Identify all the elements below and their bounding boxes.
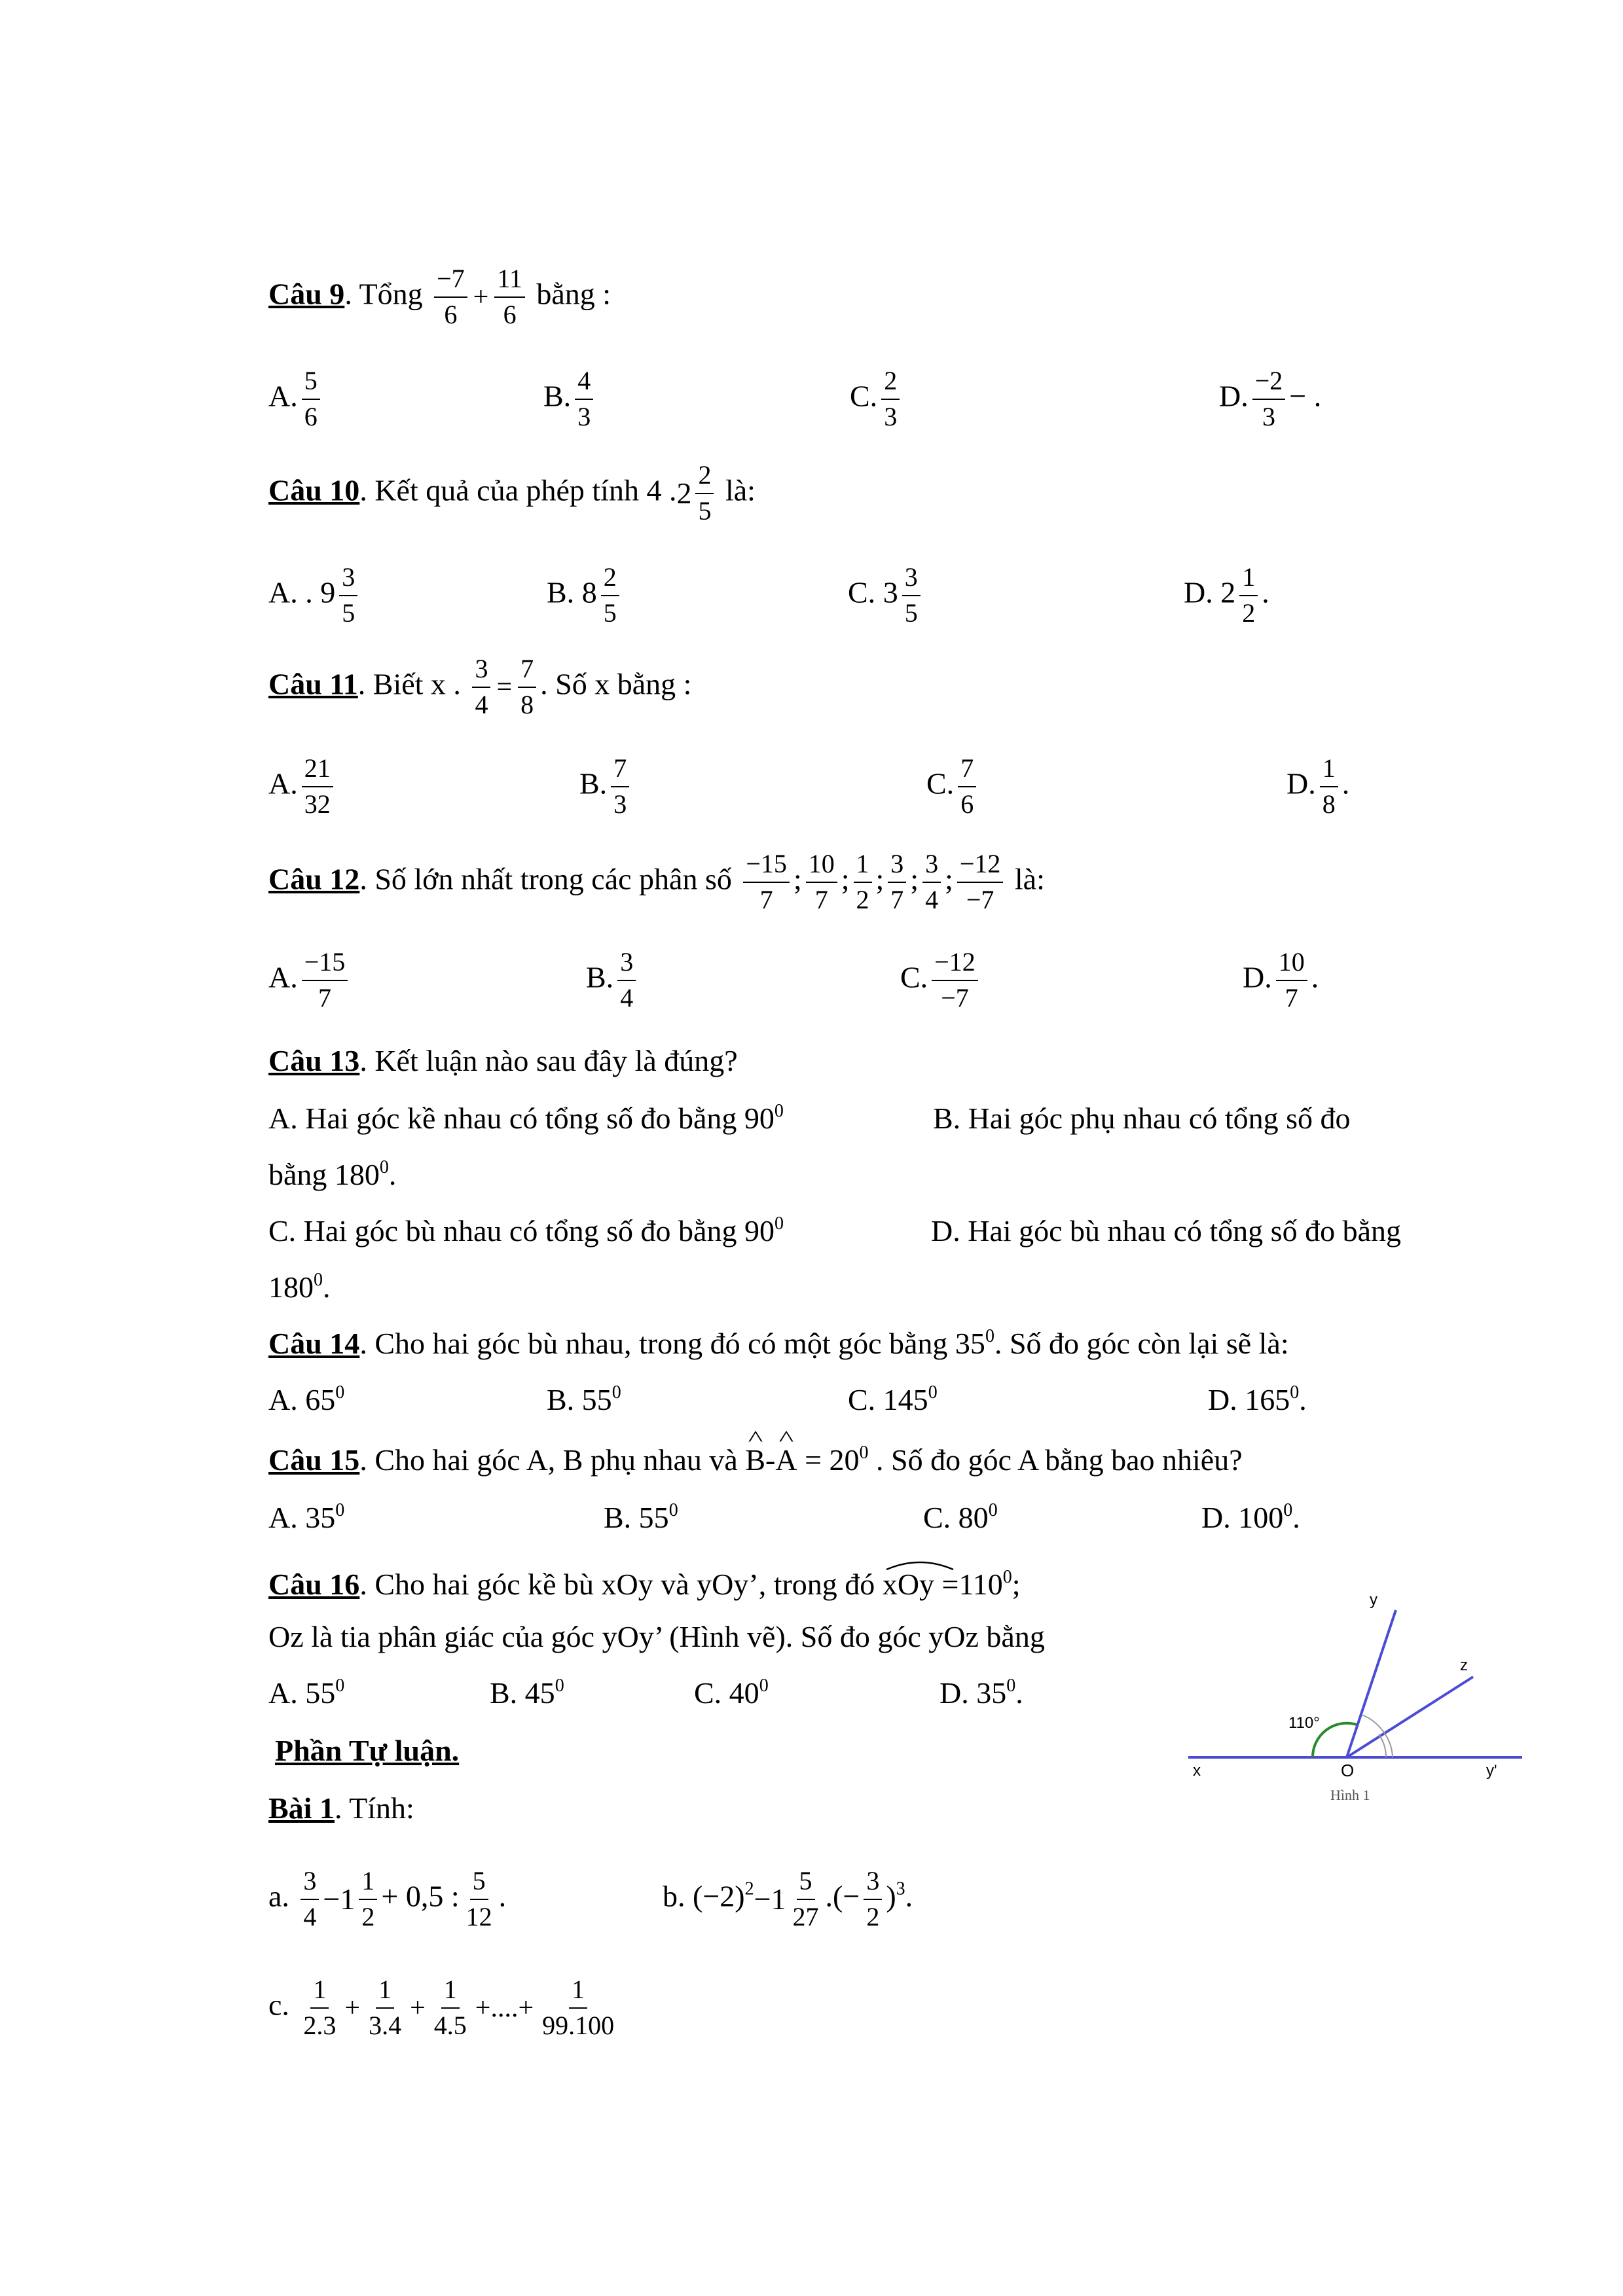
option-c: C. $\frac{7}{6}$ xyxy=(926,754,980,819)
question-9: Câu 9. Tổng $\frac{-7}{6}$ + $\frac{11}{6}$ bằng : xyxy=(268,264,611,329)
question-label: Câu 14 xyxy=(268,1327,360,1360)
arc-mark xyxy=(884,1559,956,1571)
option-a: A. $65^0$ xyxy=(268,1382,345,1416)
question-text: . Kết quả của phép tính xyxy=(359,473,639,507)
question-text: . Biết x . xyxy=(357,667,461,701)
option-a: A. $35^0$ xyxy=(268,1500,345,1534)
question-14: Câu 14. Cho hai góc bù nhau, trong đó có một góc bằng $35^0$. Số đo góc còn lại sẽ là: xyxy=(268,1326,1289,1360)
question-label: Câu 10 xyxy=(268,473,360,507)
option-c: C. Hai góc bù nhau có tổng số đo bằng $90^0$ xyxy=(268,1213,784,1247)
angle-xoy: xOy xyxy=(883,1566,934,1600)
option-c: C. $\frac{2}{3}$ xyxy=(850,367,903,432)
bai-1: Bài 1. Tính: xyxy=(268,1791,414,1825)
option-b: B. $\frac{7}{3}$ xyxy=(579,754,633,819)
exercise-a: a. $\frac{3}{4}$ −1 1 2 + 0,5 : $\frac{5}{12}$ . xyxy=(268,1866,507,1931)
option-c: C. $40^0$ xyxy=(694,1676,769,1710)
question-label: Câu 13 xyxy=(268,1044,360,1077)
option-d-cont: $180^0$. xyxy=(268,1270,331,1304)
option-d: D. $\frac{10}{7}$ . xyxy=(1243,947,1319,1013)
question-15: Câu 15. Cho hai góc A, B phụ nhau và ^ B-^ $A = 20^0$ . Số đo góc A bằng bao nhiêu? xyxy=(268,1445,1243,1475)
label-y-prime: y' xyxy=(1486,1762,1497,1780)
question-label: Câu 15 xyxy=(268,1443,360,1477)
question-text: . Cho hai góc A, B phụ nhau và xyxy=(359,1443,738,1477)
question-label: Câu 12 xyxy=(268,862,360,896)
option-d: D. $35^0$. xyxy=(939,1676,1023,1710)
option-b: B. $\frac{3}{4}$ xyxy=(586,948,640,1013)
question-16: Câu 16. Cho hai góc kề bù xOy và yOy’, trong đó xOy $=110^0$; xyxy=(268,1566,1021,1600)
question-11: Câu 11. Biết x . $\frac{3}{4}$ = $\frac{7}{8}$ . Số x bằng : xyxy=(268,654,692,719)
question-text: . Kết luận nào sau đây là đúng? xyxy=(359,1044,738,1077)
question-text: . Cho hai góc bù nhau, trong đó có một góc bằng 35 xyxy=(359,1327,985,1360)
arc-zy-2 xyxy=(1379,1734,1386,1757)
option-b-cont: bằng $180^0$. xyxy=(268,1157,397,1191)
option-d: D. $100^0$. xyxy=(1201,1500,1300,1534)
label-angle: 110° xyxy=(1288,1714,1320,1732)
option-c: C. $145^0$ xyxy=(848,1382,938,1416)
angle-figure xyxy=(1185,1590,1525,1813)
option-b: B. $55^0$ xyxy=(604,1500,678,1534)
option-a: A. $\frac{-15}{7}$ xyxy=(268,948,352,1013)
question-text: . Cho hai góc kề bù xOy và yOy’, trong đó xyxy=(359,1568,875,1601)
question-13 xyxy=(268,1046,738,1076)
exercise-c: c. $\frac{1}{2.3}$ + $\frac{1}{3.4}$ + $\frac{1}{4.5}$ +....+ $\frac{1}{99.100}$ xyxy=(268,1975,615,2040)
option-b: B. $\frac{4}{3}$ xyxy=(543,367,597,432)
option-b: B. Hai góc phụ nhau có tổng số đo xyxy=(933,1102,1351,1135)
label-o: O xyxy=(1341,1761,1355,1780)
question-label: Câu 11 xyxy=(268,667,358,701)
label-z: z xyxy=(1460,1657,1468,1674)
fraction: $\frac{11}{6}$ xyxy=(494,264,525,330)
question-10: Câu 10. Kết quả của phép tính 4 . 2 2 5 là: xyxy=(268,460,756,526)
option-b: B. 8 $\frac{2}{5}$ xyxy=(547,563,623,628)
option-d: D. $\frac{1}{8}$ . xyxy=(1286,753,1350,819)
question-text: . Tổng xyxy=(344,277,423,311)
option-d: D. Hai góc bù nhau có tổng số đo bằng xyxy=(931,1214,1401,1247)
option-b: B. $55^0$ xyxy=(547,1382,621,1416)
exercise-b: b. $(-2)^2$ −1 5 27 .(− $\frac{3}{2}$ )$^3$. xyxy=(663,1866,913,1931)
figure-caption: Hình 1 xyxy=(1330,1787,1370,1803)
essay-title: Phần Tự luận. xyxy=(275,1734,460,1767)
option-a: A. $55^0$ xyxy=(268,1676,345,1710)
question-16-line2: Oz là tia phân giác của góc yOy’ (Hình vẽ). Số đo góc yOz bằng xyxy=(268,1620,1045,1653)
question-label: Câu 16 xyxy=(268,1568,360,1601)
option-d: D. 2 $\frac{1}{2}$ . xyxy=(1184,562,1269,628)
fraction: $\frac{-7}{6}$ xyxy=(434,264,467,330)
question-12: Câu 12. Số lớn nhất trong các phân số $\frac{-15}{7}$ ; $\frac{10}{7}$ ; $\frac{1}{2}$ ; $\frac{3}{7}$ ; $\frac{3}{4}$ ; $\frac{-12}{-7}$ là: xyxy=(268,849,1045,914)
option-b: B. $45^0$ xyxy=(490,1676,564,1710)
option-c: C. $80^0$ xyxy=(923,1500,998,1534)
option-c: C. 3 $\frac{3}{5}$ xyxy=(848,563,924,628)
option-a: A. $\frac{5}{6}$ xyxy=(268,367,324,432)
arc-yz xyxy=(1362,1715,1381,1729)
label-y: y xyxy=(1370,1591,1377,1609)
question-label: Câu 9 xyxy=(268,277,345,311)
option-a: A. . 9 $\frac{3}{5}$ xyxy=(268,563,361,628)
option-d: D. $165^0$. xyxy=(1208,1382,1307,1416)
ray-oy xyxy=(1347,1610,1396,1757)
option-a: A. $\frac{21}{32}$ xyxy=(268,754,337,819)
question-text: . Số lớn nhất trong các phân số xyxy=(359,862,732,896)
option-c: C. $\frac{-12}{-7}$ xyxy=(900,948,982,1013)
label-x: x xyxy=(1193,1762,1201,1780)
option-a: A. Hai góc kề nhau có tổng số đo bằng $90^0$ xyxy=(268,1101,784,1135)
option-d: D. $\frac{-2}{3}$ − . xyxy=(1219,366,1322,431)
